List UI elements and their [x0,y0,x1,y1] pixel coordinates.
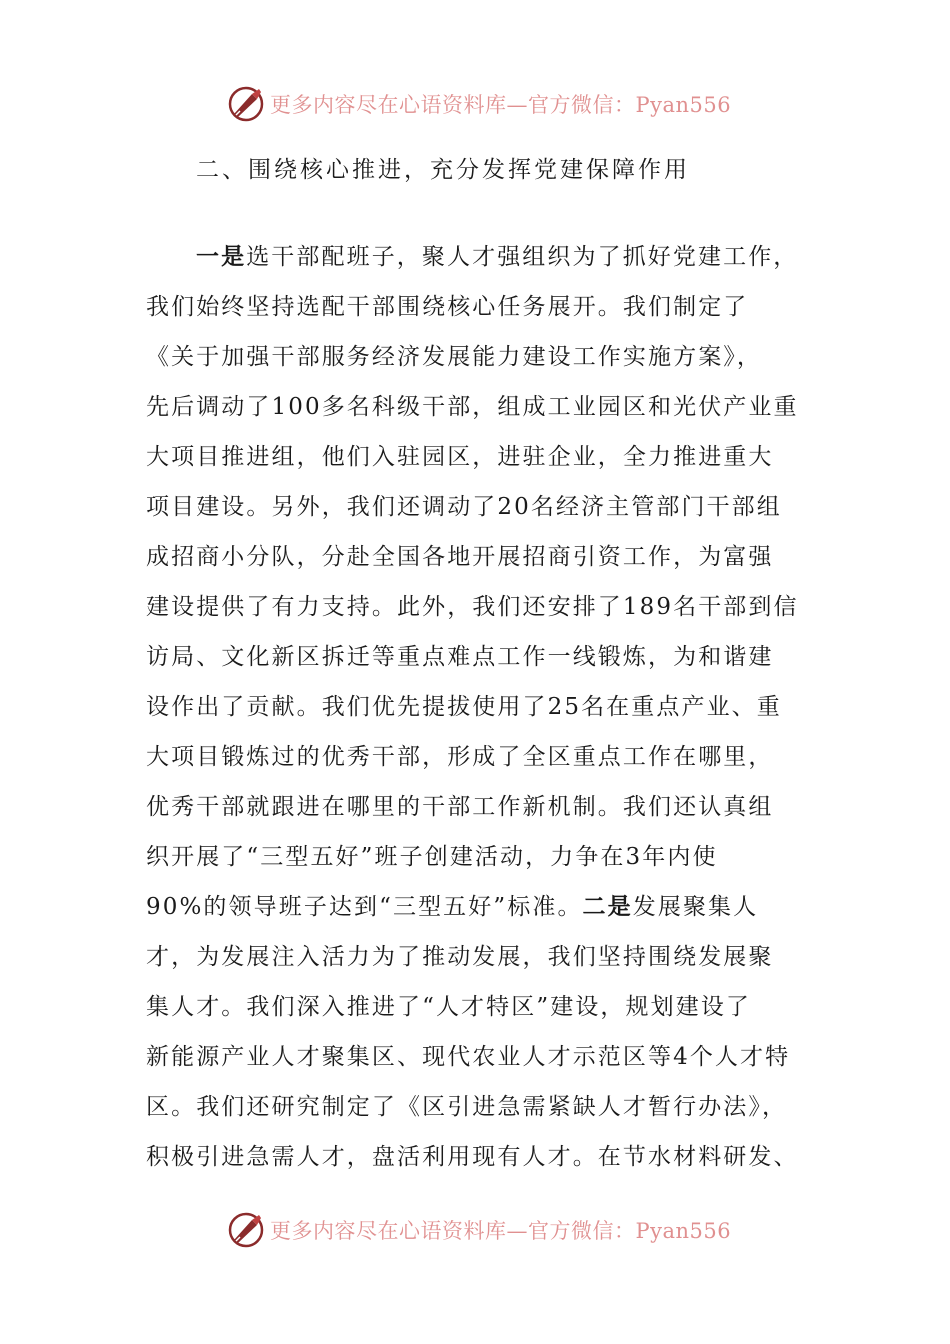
watermark-handle: Pyan556 [635,1219,732,1243]
paragraph-line: 新能源产业人才聚集区、现代农业人才示范区等4个人才特 [146,1044,791,1070]
paragraph-line: 一是选干部配班子，聚人才强组织为了抓好党建工作， [196,243,799,270]
paragraph-line: 建设提供了有力支持。此外，我们还安排了189名干部到信 [146,594,799,620]
paragraph-line: 90%的领导班子达到“三型五好”标准。二是发展聚集人 [146,893,759,920]
paragraph-line: 积极引进急需人才，盘活利用现有人才。在节水材料研发、 [146,1144,799,1170]
point-one-label: 一是 [196,243,247,270]
paragraph-line: 大项目推进组，他们入驻园区，进驻企业，全力推进重大 [146,444,774,470]
paragraph-line: 优秀干部就跟进在哪里的干部工作新机制。我们还认真组 [146,794,774,820]
paragraph-line: 我们始终坚持选配干部围绕核心任务展开。我们制定了 [146,294,749,320]
paragraph-line: 区。我们还研究制定了《区引进急需紧缺人才暂行办法》， [146,1094,788,1120]
paragraph-line: 集人才。我们深入推进了“人才特区”建设，规划建设了 [146,994,752,1020]
body-paragraph [146,232,826,1182]
watermark-text: 更多内容尽在心语资料库—官方微信：Pyan556 [270,1219,732,1243]
paragraph-line: 织开展了“三型五好”班子创建活动，力争在3年内使 [146,844,718,870]
watermark-banner-bottom [226,1210,731,1250]
watermark-handle: Pyan556 [635,93,732,117]
point-two-label: 二是 [582,893,633,920]
paragraph-line: 设作出了贡献。我们优先提拔使用了25名在重点产业、重 [146,694,782,720]
pen-nib-logo-icon [226,1210,266,1250]
paragraph-line: 才，为发展注入活力为了推动发展，我们坚持围绕发展聚 [146,944,774,970]
watermark-banner-top [226,84,731,124]
paragraph-line: 先后调动了100多名科级干部，组成工业园区和光伏产业重 [146,394,799,420]
paragraph-line: 成招商小分队，分赴全国各地开展招商引资工作，为富强 [146,544,774,570]
paragraph-line: 《关于加强干部服务经济发展能力建设工作实施方案》， [146,344,762,370]
section-heading: 二、围绕核心推进，充分发挥党建保障作用 [196,157,690,183]
paragraph-line: 访局、文化新区拆迁等重点难点工作一线锻炼，为和谐建 [146,644,774,670]
watermark-text: 更多内容尽在心语资料库—官方微信：Pyan556 [270,93,732,117]
paragraph-line: 项目建设。另外，我们还调动了20名经济主管部门干部组 [146,494,782,520]
pen-nib-logo-icon [226,84,266,124]
paragraph-line: 大项目锻炼过的优秀干部，形成了全区重点工作在哪里， [146,744,774,770]
